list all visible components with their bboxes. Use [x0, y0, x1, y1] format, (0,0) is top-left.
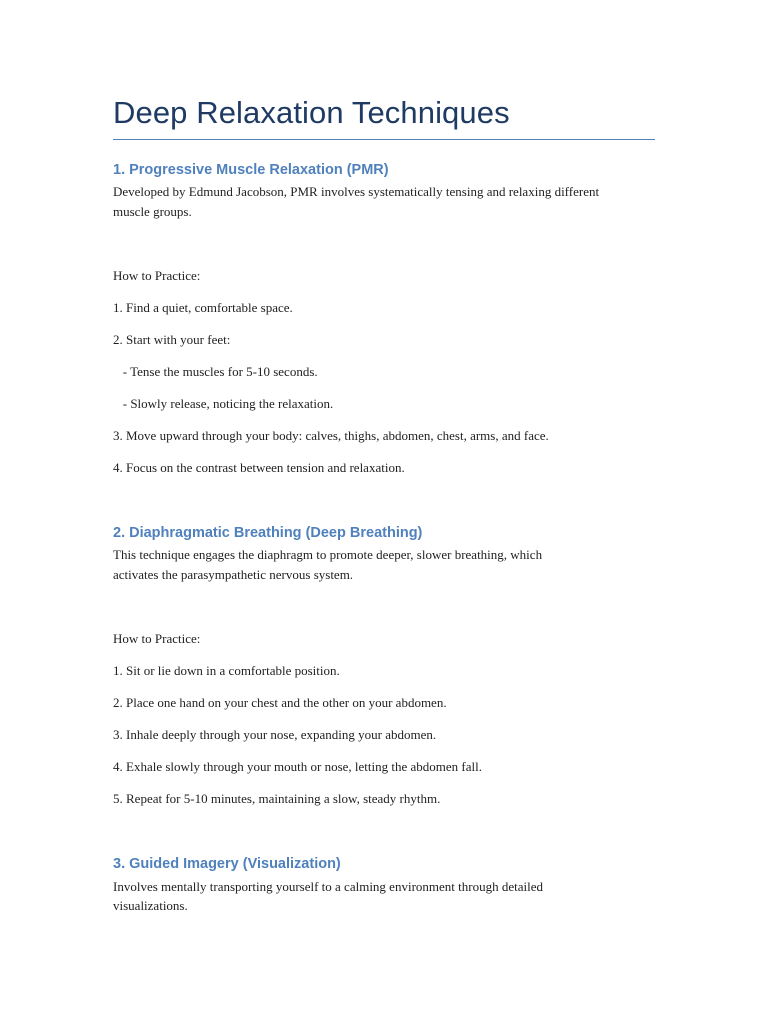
practice-substep: - Tense the muscles for 5-10 seconds. — [113, 364, 318, 379]
document-title: Deep Relaxation Techniques — [113, 95, 510, 130]
section-intro-line: This technique engages the diaphragm to promote deeper, slower breathing, which — [113, 547, 543, 562]
section-intro-line: activates the parasympathetic nervous system. — [113, 567, 354, 582]
practice-step: 2. Start with your feet: — [113, 332, 231, 347]
practice-substep: - Slowly release, noticing the relaxation. — [113, 396, 334, 411]
section-heading-breathing: 2. Diaphragmatic Breathing (Deep Breathing) — [113, 525, 423, 541]
practice-step: 2. Place one hand on your chest and the other on your abdomen. — [113, 695, 447, 710]
practice-label: How to Practice: — [113, 268, 201, 283]
practice-step: 5. Repeat for 5-10 minutes, maintaining a slow, steady rhythm. — [113, 791, 441, 806]
section-heading-imagery: 3. Guided Imagery (Visualization) — [113, 856, 341, 872]
section-heading-pmr: 1. Progressive Muscle Relaxation (PMR) — [113, 162, 389, 178]
practice-step: 3. Inhale deeply through your nose, expanding your abdomen. — [113, 727, 437, 742]
practice-step: 1. Sit or lie down in a comfortable position. — [113, 663, 340, 678]
section-intro-line: Developed by Edmund Jacobson, PMR involves systematically tensing and relaxing different — [113, 184, 600, 199]
practice-label: How to Practice: — [113, 631, 201, 646]
practice-step: 4. Exhale slowly through your mouth or nose, letting the abdomen fall. — [113, 759, 482, 774]
section-intro-line: Involves mentally transporting yourself to a calming environment through detailed — [113, 879, 543, 894]
section-intro-line: visualizations. — [113, 898, 188, 913]
practice-step: 4. Focus on the contrast between tension and relaxation. — [113, 460, 405, 475]
section-intro-line: muscle groups. — [113, 204, 192, 219]
practice-step: 1. Find a quiet, comfortable space. — [113, 300, 293, 315]
title-underline — [113, 139, 655, 140]
practice-step: 3. Move upward through your body: calves, thighs, abdomen, chest, arms, and face. — [113, 428, 549, 443]
